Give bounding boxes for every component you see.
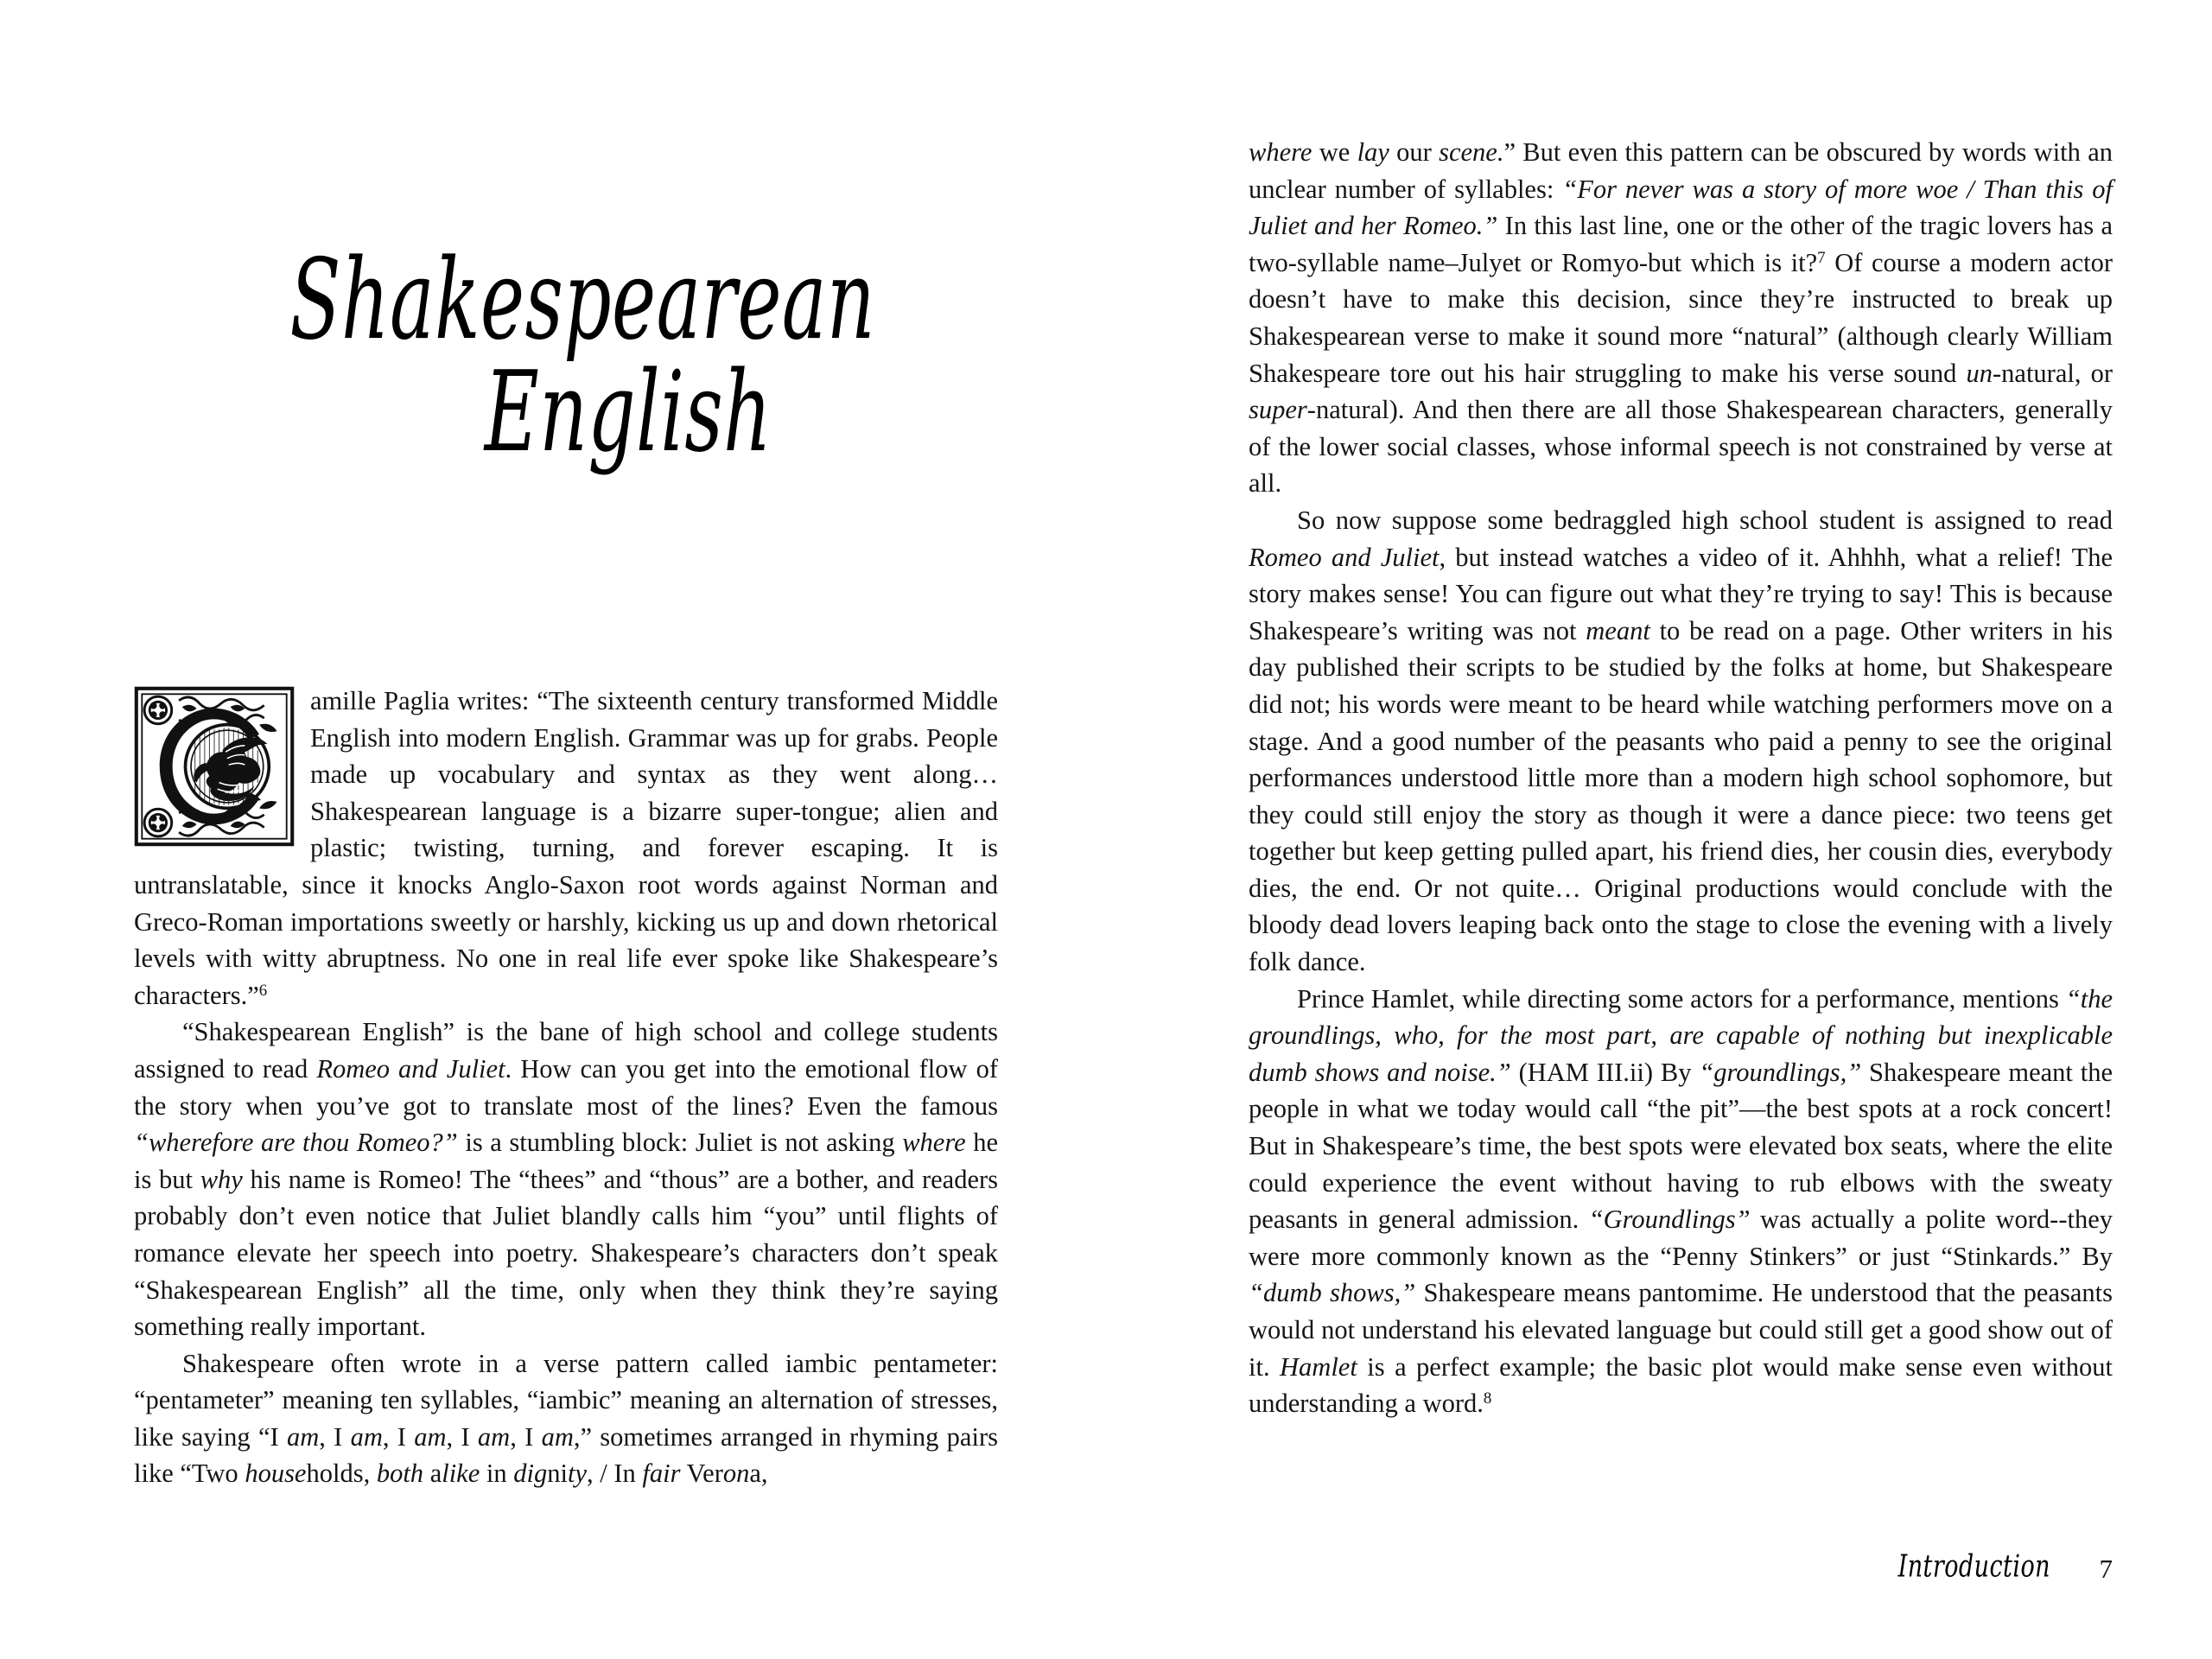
chapter-title-line-2: English [484, 347, 772, 477]
quote-wherefore: “wherefore are thou Romeo?” [134, 1128, 458, 1158]
paragraph-2: “Shakespearean English” is the bane of high school and college students assigned to read Romeo and Juliet. How can you get into the emotional flow of the story when you’ve got to translate most of the lines? Even the famous “wherefore are thou Romeo?” is a stumbling block: Juliet is not asking where he is but why his name is Romeo! The “thees” and “thous” are a bother, and readers probably don’t even notice that Juliet blandly calls him “you” until flights of romance elevate her speech into poetry. Shakespeare’s characters don’t speak “Shakespearean English” all the time, only when they think they’re saying something really important. [134, 1017, 999, 1342]
footer-section-label: Introduction [1897, 1548, 2050, 1585]
paragraph-6: Prince Hamlet, while directing some actors for a performance, mentions “the groundlings, who, for the most part, are capable of nothing but inexplicable dumb shows and noise.” (HAM III.ii) By “groundlings,” Shakespeare meant the people in what we today would call “the pit”—the best spots at a rock concert! But in Shakespeare’s time, the best spots were elevated box seats, where the elite could experience the event without having to rub elbows with the sweaty peasants in general admission. “Groundlings” was actually a polite word--they were more commonly known as the “Penny Stinkers” or just “Stinkards.” By “dumb shows,” Shakespeare means pantomime. He understood that the peasants would not understand his elevated language but could still get a good show out of it. Hamlet is a perfect example; the basic plot would make sense even without understanding a word.$^8$ [1249, 983, 2113, 1419]
title-hamlet: Hamlet [1280, 1351, 1357, 1382]
paragraph-1 [134, 683, 998, 1014]
footnote-marker-6[interactable]: 6 [258, 981, 268, 1000]
right-column-body [1249, 134, 2113, 1422]
paragraph-5: So now suppose some bedraggled high school student is assigned to read Romeo and Juliet, but instead watches a video of it. Ahhhh, what a relief! The story makes sense! You can figure out what they’re trying to say! This is because Shakespeare’s writing was not meant to be read on a page. Other writers in his day published their scripts to be studied by the folks at home, but Shakespeare did not; his words were meant to be heard while watching performers move on a stage. And a good number of the peasants who paid a penny to see the original performances understood little more than a modern high school sophomore, but they could still enjoy the story as though it were a dance piece: two teens get together but keep getting pulled apart, his friend dies, her cousin dies, everybody dies, the end. Or not quite… Original productions would conclude with the bloody dead lovers leaping back onto the stage to close the evening with a lively folk dance. [1249, 505, 2113, 977]
right-text-column [1249, 134, 2113, 1422]
paragraph-1-text: amille Paglia writes: “The sixteenth century transformed Middle English into modern English. Grammar was up for grabs. People made up vocabulary and syntax as they went along… Shakespearean language is a bizarre super-tongue; alien and plastic; twisting, turning, and forever escaping. It is untranslatable, since it knocks Anglo-Saxon root words against Norman and Greco-Roman importations sweetly or harshly, kicking us up and down rhetorical levels with witty abruptness. No one in real life ever spoke like Shakespeare’s characters.” [134, 686, 998, 1010]
left-column-body [134, 683, 998, 1492]
title-romeo-and-juliet: Romeo and Juliet [316, 1053, 505, 1084]
page-footer [1249, 1548, 2113, 1585]
left-text-column [134, 683, 998, 1492]
footer-page-number: 7 [2099, 1554, 2113, 1584]
footnote-marker-7[interactable]: 7 [1817, 248, 1826, 267]
paragraph-3: Shakespeare often wrote in a verse pattern called iambic pentameter: “pentameter” meaning ten syllables, “iambic” meaning an alternation of stresses, like saying “I am, I am, I am, I am, I am,” sometimes arranged in rhyming pairs like “Two households, both alike in dignity, / In fair Verona, [134, 1348, 998, 1489]
chapter-title-line-1: Shakespearean [289, 235, 875, 365]
footnote-marker-8[interactable]: 8 [1483, 1389, 1492, 1408]
illuminated-dropcap-c-icon [134, 686, 295, 847]
chapter-title [134, 235, 998, 477]
paragraph-4: where we lay our scene.” But even this pattern can be obscured by words with an unclear number of syllables: “For never was a story of more woe / Than this of Juliet and her Romeo.” In this last line, one or the other of the tragic lovers has a two-syllable name–Julyet or Romyo-but which is it?$^7$ Of course a modern actor doesn’t have to make this decision, since they’re instructed to break up Shakespearean verse to make it sound more “natural” (although clearly William Shakespeare tore out his hair struggling to make his verse sound un-natural, or super-natural). And then there are all those Shakespearean characters, generally of the lower social classes, whose informal speech is not constrained by verse at all. [1249, 137, 2113, 499]
quote-groundlings: “the groundlings, who, for the most part, are capable of nothing but inexplicable dumb shows and noise.” [1249, 983, 2113, 1087]
